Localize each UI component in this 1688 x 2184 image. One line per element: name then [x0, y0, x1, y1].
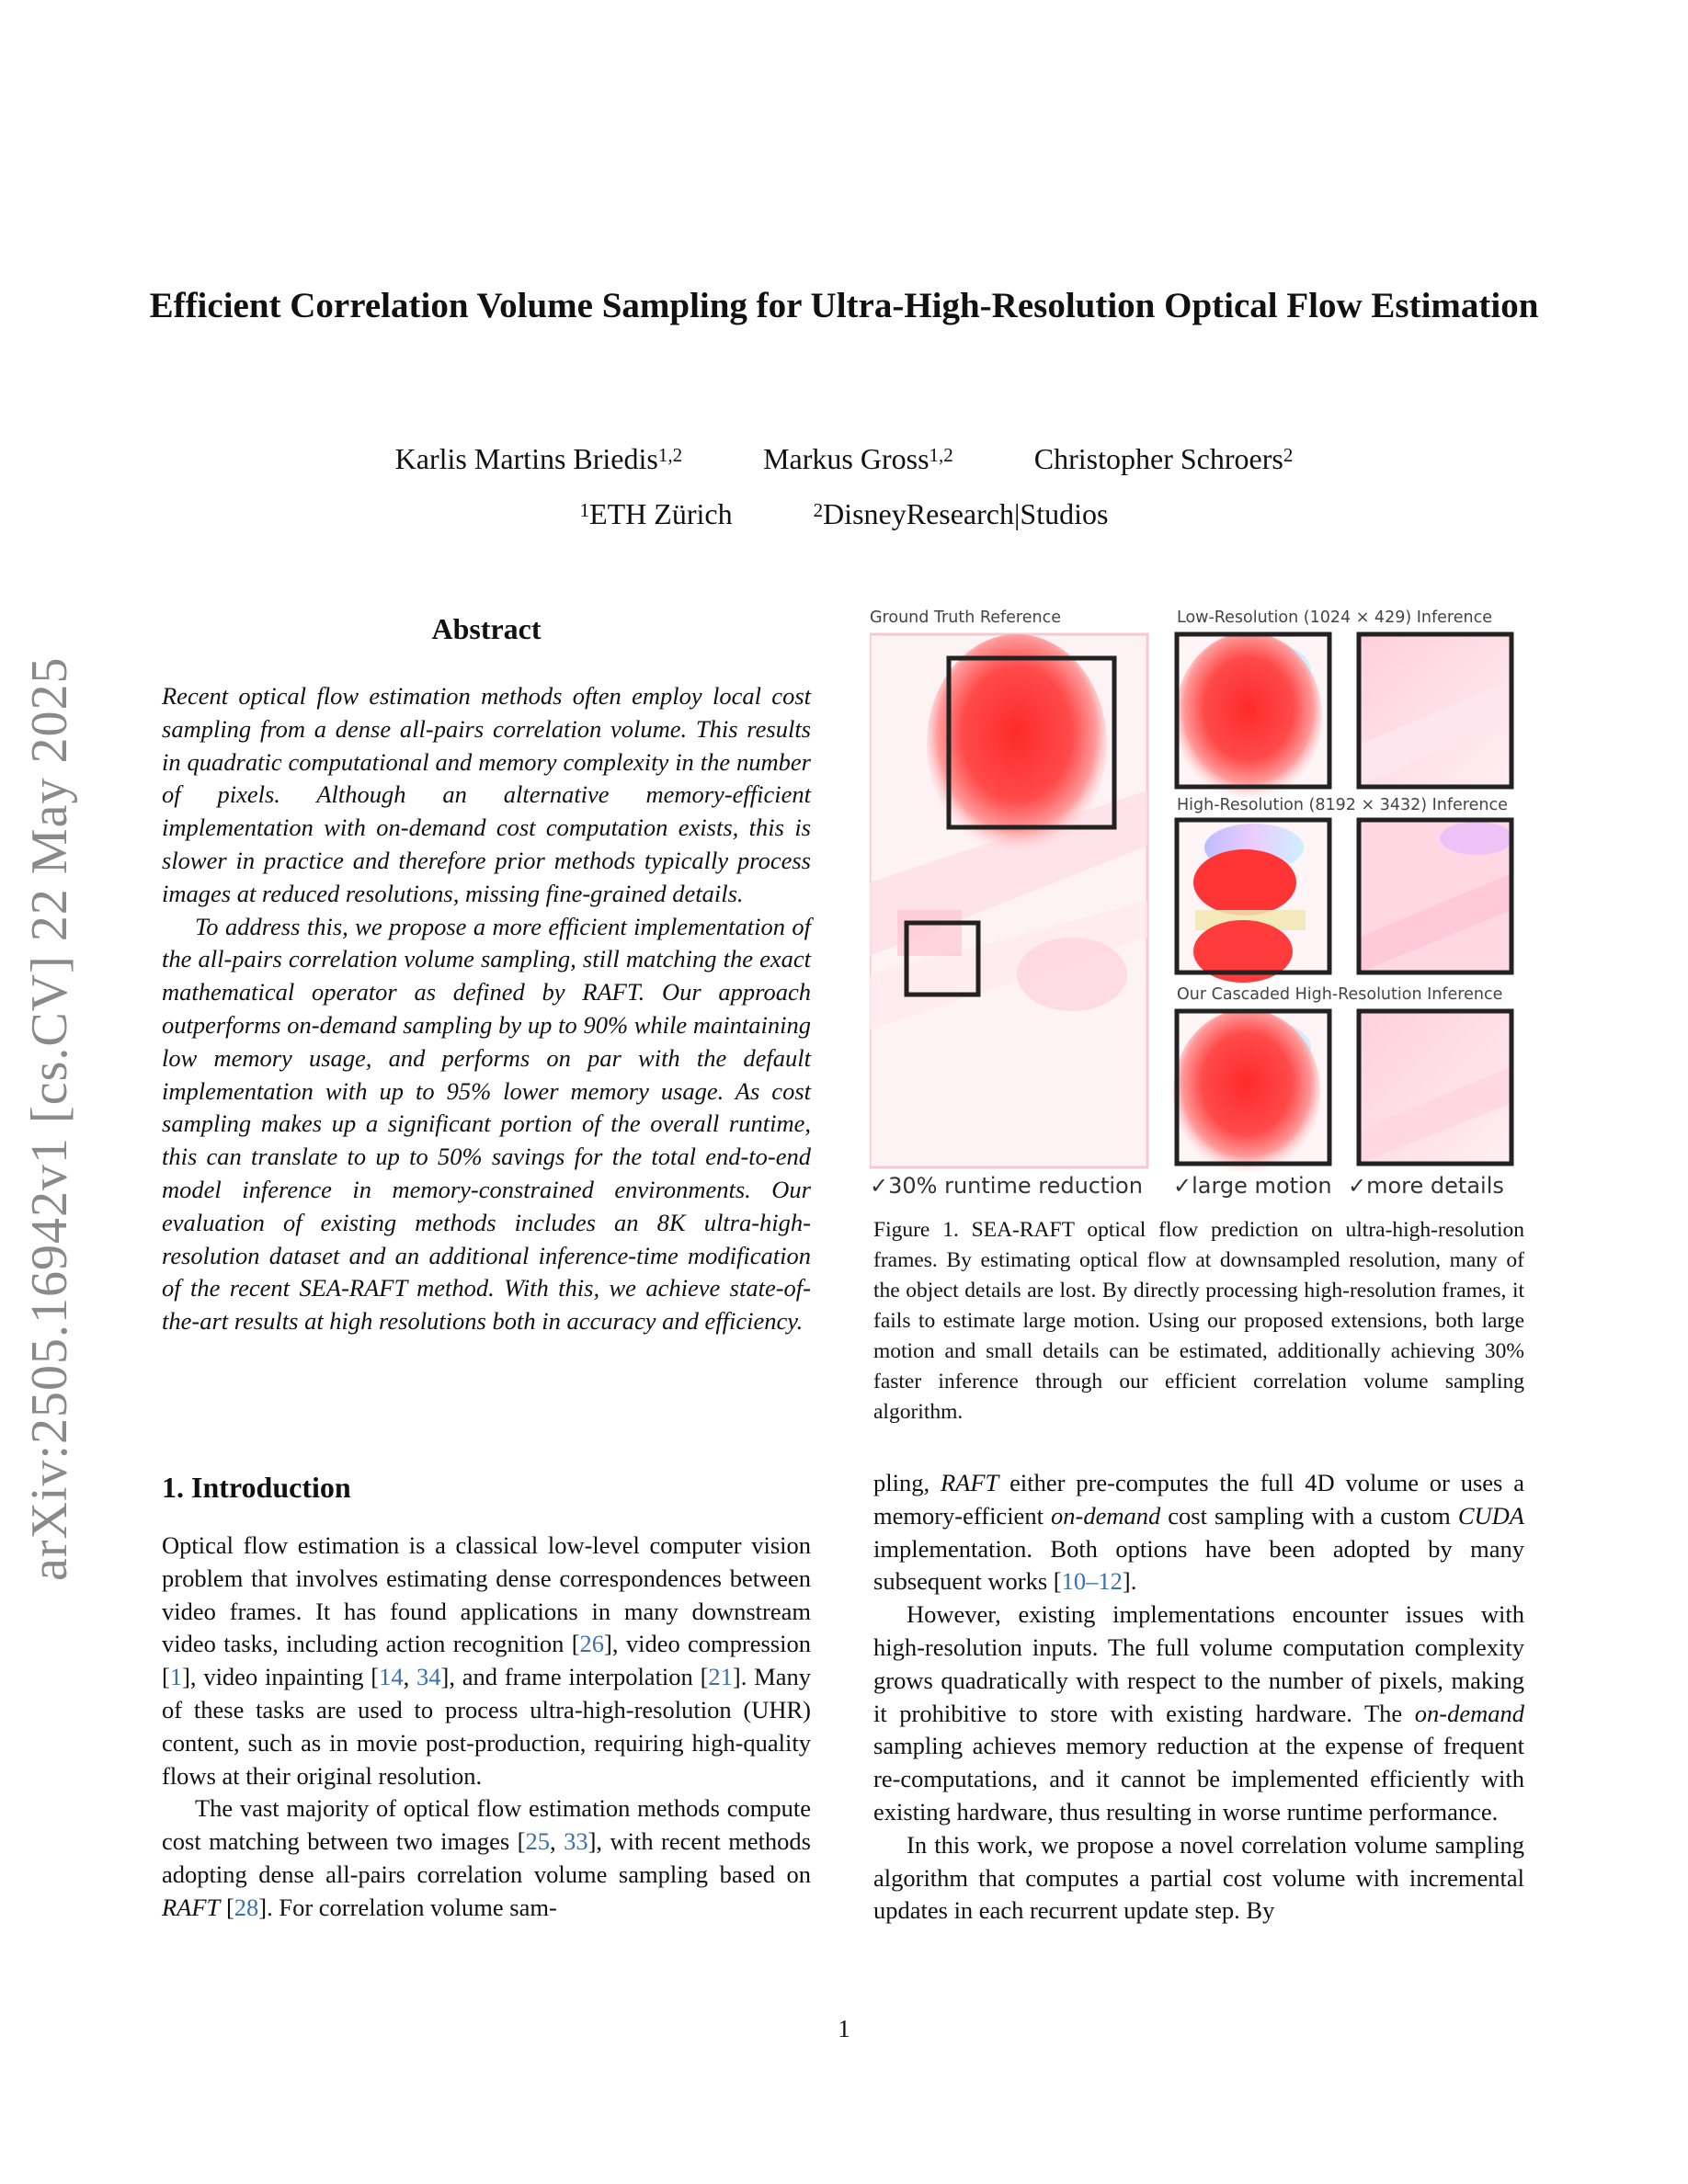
low-res-detail-crop — [1359, 634, 1511, 787]
ground-truth-image — [870, 634, 1147, 1167]
label-ours: Our Cascaded High-Resolution Inference — [1177, 985, 1503, 1004]
page-number: 1 — [838, 2015, 850, 2042]
citation-link[interactable]: 25 — [525, 1827, 550, 1856]
abstract-heading: Abstract — [431, 612, 542, 645]
affiliation-list — [138, 495, 1550, 533]
high-res-head-crop — [1177, 820, 1329, 983]
high-res-detail-crop — [1359, 820, 1513, 973]
author: Karlis Martins Briedis$^{1,2}$ — [394, 442, 683, 475]
citation-link[interactable]: 21 — [708, 1663, 733, 1691]
label-high-res: High-Resolution (8192 × 3432) Inference — [1177, 796, 1508, 814]
section-heading: 1. Introduction — [162, 1471, 351, 1504]
author: Markus Gross$^{1,2}$ — [763, 442, 953, 475]
abstract-body — [162, 680, 811, 1338]
ours-head-crop — [1173, 1009, 1329, 1175]
low-res-head-crop — [1175, 632, 1329, 802]
label-ground-truth: Ground Truth Reference — [870, 609, 1061, 627]
paper-title: Efficient Correlation Volume Sampling for Ultra-High-Resolution Optical Flow Estimation — [149, 286, 1539, 325]
citation-link[interactable]: 1 — [169, 1663, 183, 1691]
intro-paragraph: Optical flow estimation is a classical low-level computer vision problem that involves estimating dense correspondences between video frames. It has found applications in many downstream video tasks, including action recognition [26], video compression [1], video inpainting [14, 34], and frame interpolation [21]. Many of these tasks are used to process ultra-high-resolution (UHR) content, such as in movie post-production, requiring high-quality flows at their original resolution. — [162, 1531, 811, 1790]
tick-details: ✓more details — [1348, 1173, 1504, 1199]
intro-body — [162, 1530, 811, 1925]
citation-link[interactable]: 14 — [379, 1663, 404, 1691]
body-paragraph: pling, RAFT either pre-computes the full 4D volume or uses a memory-efficient on-demand cost sampling with a custom CUDA implementation. Both options have been adopted by many subsequent works [10–12]. — [873, 1469, 1524, 1596]
author: Christopher Schroers$^2$ — [1033, 442, 1294, 475]
ours-detail-crop — [1359, 1011, 1511, 1164]
citation-link[interactable]: 26 — [579, 1630, 605, 1658]
figure-1 — [870, 607, 1513, 1204]
citation-link[interactable]: 28 — [234, 1893, 259, 1921]
tick-runtime: ✓30% runtime reduction — [870, 1173, 1143, 1199]
arxiv-id: arXiv:2505.16942v1 [cs.CV] 22 May 2025 — [21, 656, 78, 1581]
body-paragraph: In this work, we propose a novel correlation volume sampling algorithm that computes a partial cost volume with incremental updates in each recurrent update step. By — [873, 1830, 1524, 1925]
citation-link[interactable]: 34 — [416, 1663, 441, 1691]
intro-paragraph: The vast majority of optical flow estimation methods compute cost matching between two images [25, 33], with recent methods adopting dense all-pairs correlation volume sampling based on RAFT [28]. For correlation volume sam- — [162, 1794, 811, 1921]
figure-panels — [870, 607, 1524, 1177]
affiliation: $^2$DisneyResearch|Studios — [813, 497, 1109, 530]
tick-motion: ✓large motion — [1173, 1173, 1332, 1199]
abstract-paragraph: Recent optical flow estimation methods often employ local cost sampling from a dense all-pairs correlation volume. This results in quadratic computational and memory complexity in the number of pixels. Although an alternative memory-efficient implementation with on-demand cost computation exists, this is slower in practice and therefore prior methods typically process images at reduced resolutions, missing fine-grained details. — [162, 682, 811, 907]
citation-link[interactable]: 10–12 — [1061, 1567, 1123, 1596]
right-column-body — [873, 1467, 1524, 1928]
affiliation: $^1$ETH Zürich — [579, 497, 733, 530]
citation-link[interactable]: 33 — [564, 1827, 588, 1856]
author-list — [138, 439, 1550, 478]
body-paragraph: However, existing implementations encounter issues with high-resolution inputs. The full volume computation complexity grows quadratically with respect to the number of pixels, making it prohibitive to store with existing hardware. The on-demand sampling achieves memory reduction at the expense of frequent re-computations, and it cannot be implemented efficiently with existing hardware, thus resulting in worse runtime performance. — [873, 1600, 1524, 1826]
arxiv-watermark — [0, 0, 101, 2184]
figure-caption: Figure 1. SEA-RAFT optical flow prediction on ultra-high-resolution frames. By estimating optical flow at downsampled resolution, many of the object details are lost. By directly processing high-resolution frames, it fails to estimate large motion. Using our proposed extensions, both large motion and small details can be estimated, additionally achieving 30% faster inference through our efficient correlation volume sampling algorithm. — [873, 1218, 1524, 1424]
abstract-paragraph: To address this, we propose a more efficient implementation of the all-pairs correlation volume sampling, still matching the exact mathematical operator as defined by RAFT. Our approach outperforms on-demand sampling by up to 90% while maintaining low memory usage, and performs on par with the default implementation with up to 95% lower memory usage. As cost sampling makes up a significant portion of the overall runtime, this can translate to up to 50% savings for the total end-to-end model inference in memory-constrained environments. Our evaluation of existing methods includes an 8K ultra-high-resolution dataset and an additional inference-time modification of the recent SEA-RAFT method. With this, we achieve state-of-the-art results at high resolutions both in accuracy and efficiency. — [162, 912, 811, 1336]
label-low-res: Low-Resolution (1024 × 429) Inference — [1177, 609, 1492, 627]
